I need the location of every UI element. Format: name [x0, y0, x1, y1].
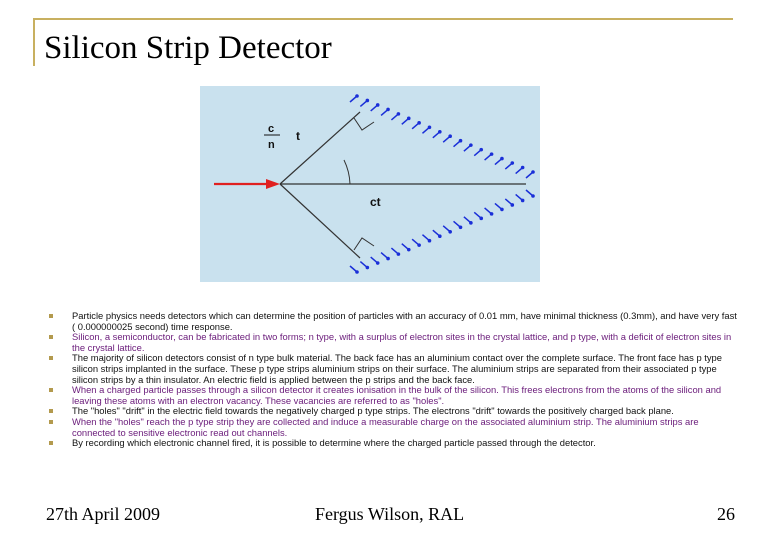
- wavefront-arrow-head: [407, 248, 411, 252]
- page-number: 26: [717, 504, 735, 524]
- wavefront-arrow-head: [448, 134, 452, 138]
- wavefront-arrow-head: [386, 257, 390, 261]
- bullet-marker-icon: [49, 335, 53, 339]
- cherenkov-cone-diagram: [200, 86, 540, 282]
- wavefront-arrow-head: [417, 121, 421, 125]
- wavefront-arrow-head: [531, 194, 535, 198]
- bullet-item: [48, 417, 738, 438]
- bullet-text: The "holes" "drift" in the electric field towards the negatively charged p type strips. The electrons "drift" towards the positively charged back plane.: [72, 405, 674, 417]
- wavefront-arrow-head: [510, 203, 514, 207]
- footer-date: 27th April 2009: [46, 504, 161, 524]
- wavefront-arrow-head: [490, 152, 494, 156]
- wavefront-arrow-head: [366, 99, 370, 103]
- title-frame-left-border: [33, 18, 35, 66]
- wavefront-arrow-head: [459, 139, 463, 143]
- bullet-text: Particle physics needs detectors which can determine the position of particles with an accuracy of 0.01 mm, have minimal thickness (0.3mm), and have very fast ( 0.000000025 second) time response.: [72, 310, 737, 332]
- wavefront-arrow-head: [459, 225, 463, 229]
- wavefront-arrow-head: [510, 161, 514, 165]
- wavefront-arrow-head: [355, 270, 359, 274]
- bullet-text: Silicon, a semiconductor, can be fabricated in two forms; n type, with a surplus of electron sites in the crystal lattice, and p type, with a deficit of electron sites in the crystal lattice.: [72, 331, 732, 353]
- wavefront-arrow-head: [531, 170, 535, 174]
- wavefront-arrow-head: [355, 94, 359, 98]
- wavefront-arrow-head: [376, 261, 380, 265]
- bullet-marker-icon: [49, 420, 53, 424]
- wavefront-arrow-head: [428, 239, 432, 243]
- bullet-marker-icon: [49, 409, 53, 413]
- slide-title: Silicon Strip Detector: [44, 30, 332, 66]
- footer-author: Fergus Wilson, RAL: [315, 504, 465, 524]
- wavefront-arrow-head: [428, 125, 432, 129]
- bullet-item: [48, 385, 738, 406]
- bullet-item: [48, 332, 738, 353]
- bullet-list: [48, 311, 738, 449]
- wavefront-arrow-head: [500, 157, 504, 161]
- wavefront-arrow-head: [479, 148, 483, 152]
- wavefront-arrow-head: [500, 208, 504, 212]
- wavefront-arrow-head: [386, 108, 390, 112]
- bullet-marker-icon: [49, 356, 53, 360]
- wavefront-arrow-head: [438, 234, 442, 238]
- wavefront-arrow-head: [397, 252, 401, 256]
- wavefront-arrow-head: [448, 230, 452, 234]
- wavefront-arrow-head: [479, 217, 483, 221]
- bullet-item: [48, 353, 738, 385]
- bullet-item: [48, 438, 738, 449]
- label-ct: ct: [370, 195, 381, 209]
- wavefront-arrow-head: [521, 166, 525, 170]
- label-n: n: [268, 139, 275, 151]
- wavefront-arrow-head: [397, 112, 401, 116]
- wavefront-arrow-head: [366, 266, 370, 270]
- label-t: t: [296, 129, 300, 143]
- label-c: c: [268, 123, 275, 135]
- bullet-item: [48, 311, 738, 332]
- bullet-marker-icon: [49, 388, 53, 392]
- wavefront-arrow-head: [469, 143, 473, 147]
- bullet-text: When a charged particle passes through a silicon detector it creates ionisation in the bulk of the silicon. This frees electrons from the atoms of the silicon and leaving these atoms with an electron vacancy. These vacancies are referred to as "holes".: [72, 384, 722, 406]
- bullet-text: The majority of silicon detectors consist of n type bulk material. The back face has an aluminium contact over the complete surface. The front face has p type silicon strips implanted in the surface. These p type strips aluminium strips on their surface. The aluminium strips are separated from their associated p type silicon strips by a thin insulator. An electric field is applied between the p strips and the back face.: [72, 352, 722, 385]
- bullet-text: By recording which electronic channel fired, it is possible to determine where the charged particle passed through the detector.: [72, 437, 596, 449]
- bullet-text: When the "holes" reach the p type strip they are collected and induce a measurable charge on the associated aluminium strip. The aluminium strips are connected to sensitive electronic read out channels.: [72, 415, 699, 438]
- wavefront-arrow-head: [521, 199, 525, 203]
- bullet-marker-icon: [49, 314, 53, 318]
- wavefront-arrow-head: [417, 243, 421, 247]
- title-frame-top-border: [33, 18, 733, 20]
- bullet-marker-icon: [49, 441, 53, 445]
- wavefront-arrow-head: [376, 103, 380, 107]
- wavefront-arrow-head: [490, 212, 494, 216]
- wavefront-arrow-head: [438, 130, 442, 134]
- wavefront-arrow-head: [469, 221, 473, 225]
- wavefront-arrow-head: [407, 117, 411, 121]
